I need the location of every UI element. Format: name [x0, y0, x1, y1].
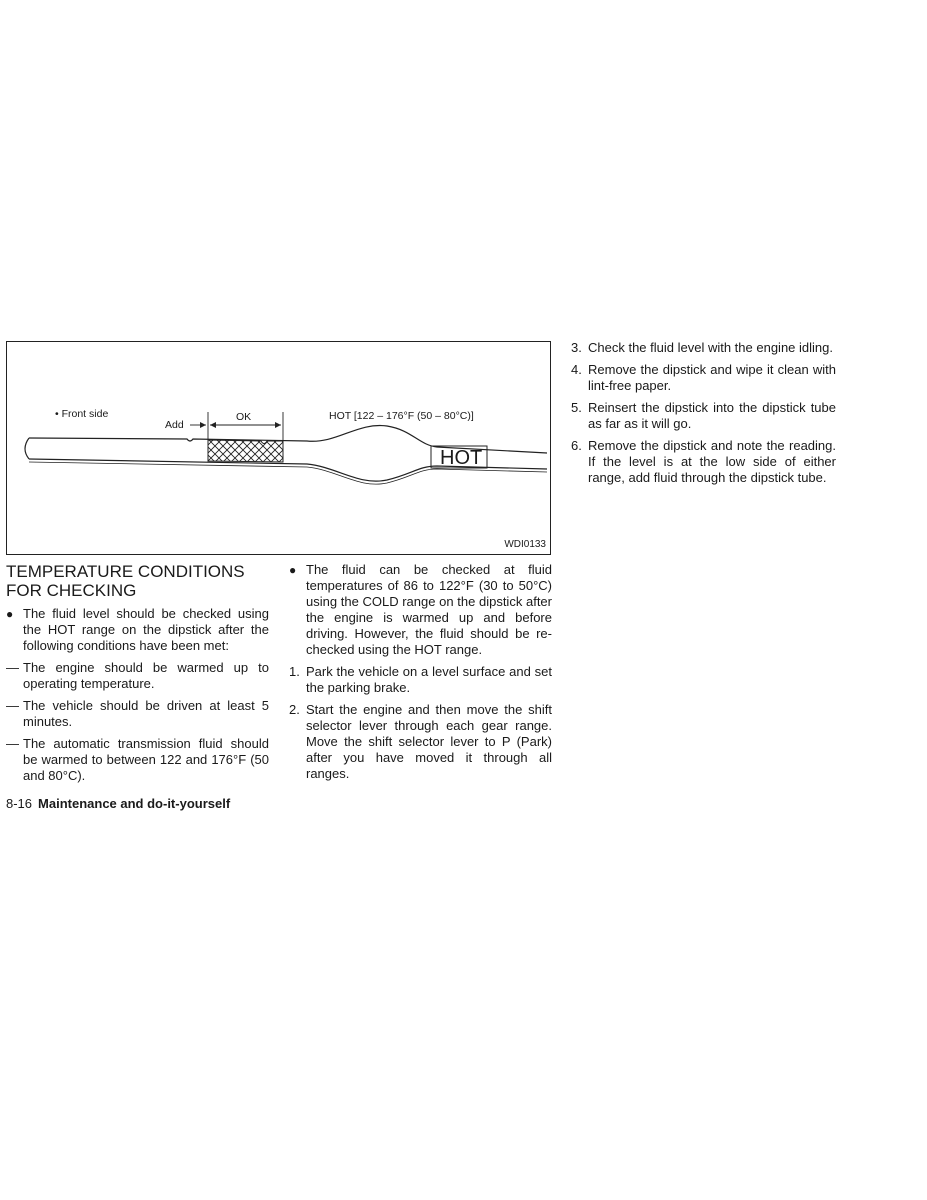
step-item	[571, 438, 836, 486]
dash-icon: —	[6, 660, 19, 675]
hot-range-label: HOT [122 – 176°F (50 – 80°C)]	[329, 410, 474, 422]
front-side-label: • Front side	[55, 408, 109, 420]
step-text: Remove the dipstick and note the reading. If the level is at the low side of either range, add fluid through the dipstick tube.	[588, 438, 836, 485]
column-middle	[289, 562, 552, 788]
dash-icon: —	[6, 736, 19, 751]
column-right	[571, 340, 836, 492]
step-item	[571, 340, 836, 356]
hot-stamp: HOT	[440, 447, 483, 469]
step-number: 2.	[289, 702, 300, 717]
step-number: 5.	[571, 400, 582, 415]
heading-line-2: FOR CHECKING	[6, 581, 137, 600]
condition-item	[6, 736, 269, 784]
heading-line-1: TEMPERATURE CONDITIONS	[6, 562, 245, 581]
step-text: Park the vehicle on a level surface and set the parking brake.	[306, 664, 552, 695]
condition-item	[6, 660, 269, 692]
intro-text: The fluid level should be checked using the HOT range on the dipstick after the following conditions have been met:	[23, 606, 269, 653]
condition-item	[6, 698, 269, 730]
step-text: Start the engine and then move the shift selector lever through each gear range. Move the shift selector lever to P (Park) after you have moved it through all ranges.	[306, 702, 552, 781]
step-item	[571, 400, 836, 432]
step-item	[571, 362, 836, 394]
step-number: 1.	[289, 664, 300, 679]
step-item	[289, 664, 552, 696]
section-heading	[6, 562, 269, 600]
page-footer	[6, 796, 230, 812]
step-number: 3.	[571, 340, 582, 355]
condition-text: The vehicle should be driven at least 5 minutes.	[23, 698, 269, 729]
condition-text: The engine should be warmed up to operating temperature.	[23, 660, 269, 691]
step-number: 6.	[571, 438, 582, 453]
step-number: 4.	[571, 362, 582, 377]
bullet-icon: ●	[289, 563, 297, 577]
figure-code: WDI0133	[504, 539, 546, 550]
add-label: Add	[165, 419, 184, 431]
dash-icon: —	[6, 698, 19, 713]
step-text: Check the fluid level with the engine idling.	[588, 340, 833, 355]
bullet-icon: ●	[6, 607, 14, 621]
page-number: 8-16	[6, 796, 33, 811]
column-left	[6, 562, 269, 790]
condition-text: The automatic transmission fluid should be warmed to between 122 and 176°F (50 and 80°C).	[23, 736, 269, 783]
ok-label: OK	[236, 411, 252, 423]
step-text: Remove the dipstick and wipe it clean with lint-free paper.	[588, 362, 836, 393]
step-text: Reinsert the dipstick into the dipstick tube as far as it will go.	[588, 400, 836, 431]
cold-note-text: The fluid can be checked at fluid temperatures of 86 to 122°F (30 to 50°C) using the COLD range on the dipstick after the engine is warmed up and before driving. However, the fluid should be re-checked using the HOT range.	[306, 562, 552, 657]
dipstick-figure	[6, 341, 551, 555]
cold-note-bullet	[289, 562, 552, 658]
step-item	[289, 702, 552, 782]
footer-section-title: Maintenance and do-it-yourself	[38, 796, 231, 811]
intro-bullet	[6, 606, 269, 654]
